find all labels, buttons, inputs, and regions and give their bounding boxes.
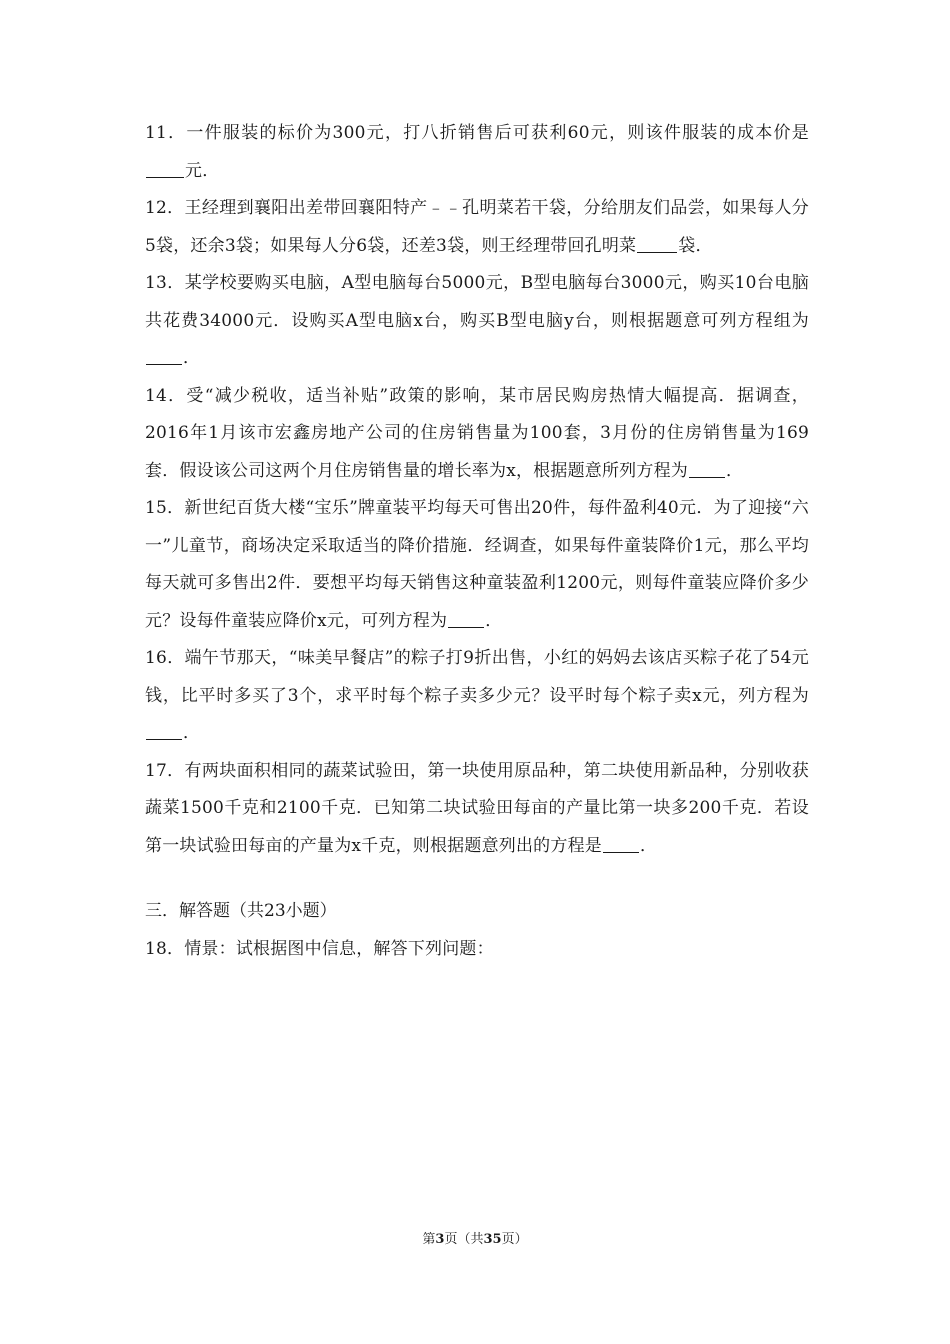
section-gap bbox=[145, 865, 809, 893]
problem-14 bbox=[145, 378, 809, 491]
problem-text-end: 元． bbox=[185, 160, 220, 181]
problem-text-end: ． bbox=[726, 460, 744, 481]
problem-text-end: ． bbox=[485, 610, 503, 631]
answer-blank bbox=[448, 609, 484, 628]
answer-blank bbox=[637, 234, 677, 253]
footer-total-pages: 35 bbox=[483, 1232, 502, 1247]
footer-page-number: 3 bbox=[435, 1232, 445, 1247]
problem-text: 13．某学校要购买电脑，A型电脑每台5000元，B型电脑每台3000元，购买10台电脑共花费34000元．设购买A型电脑x台，购买B型电脑y台，则根据题意可列方程组为 bbox=[145, 273, 809, 331]
problem-11 bbox=[145, 115, 809, 190]
problem-13 bbox=[145, 265, 809, 378]
problem-text: 11．一件服装的标价为300元，打八折销售后可获利60元，则该件服装的成本价是 bbox=[145, 123, 809, 143]
problem-text: 15．新世纪百货大楼“宝乐”牌童装平均每天可售出20件，每件盈利40元．为了迎接“六一”儿童节，商场决定采取适当的降价措施．经调查，如果每件童装降价1元，那么平均每天就可多售出2件．要想平均每天销售这种童装盈利1200元，则每件童装应降价多少元？设每件童装应降价x元，可列方程为 bbox=[145, 498, 809, 631]
footer-suffix: 页） bbox=[501, 1232, 528, 1247]
problem-text-end: 袋． bbox=[678, 235, 713, 256]
footer-mid: 页（共 bbox=[444, 1232, 484, 1247]
page-footer bbox=[0, 1228, 950, 1247]
problem-text: 12．王经理到襄阳出差带回襄阳特产﹣﹣孔明菜若干袋，分给朋友们品尝，如果每人分5袋，还余3袋；如果每人分6袋，还差3袋，则王经理带回孔明菜 bbox=[145, 198, 809, 256]
section-heading: 三．解答题（共23小题） bbox=[145, 901, 337, 921]
problem-text-end: ． bbox=[183, 723, 201, 743]
problem-text-end: ． bbox=[640, 835, 658, 856]
footer-prefix: 第 bbox=[422, 1232, 436, 1247]
problem-text: 16．端午节那天，“味美早餐店”的粽子打9折出售，小红的妈妈去该店买粽子花了54元钱，比平时多买了3个，求平时每个粽子卖多少元？设平时每个粽子卖x元，列方程为 bbox=[145, 648, 809, 706]
answer-blank bbox=[146, 346, 182, 365]
problem-18: 18．情景：试根据图中信息，解答下列问题： bbox=[145, 938, 494, 959]
problem-17 bbox=[145, 753, 809, 866]
answer-blank bbox=[146, 721, 182, 740]
answer-blank bbox=[689, 459, 725, 478]
problem-text: 17．有两块面积相同的蔬菜试验田，第一块使用原品种，第二块使用新品种，分别收获蔬菜1500千克和2100千克．已知第二块试验田每亩的产量比第一块多200千克．若设第一块试验田每亩的产量为x千克，则根据题意列出的方程是 bbox=[145, 760, 809, 856]
problem-12 bbox=[145, 190, 809, 265]
problem-text: 14．受“减少税收，适当补贴”政策的影响，某市居民购房热情大幅提高．据调查，2016年1月该市宏鑫房地产公司的住房销售量为100套，3月份的住房销售量为169套．假设该公司这两个月住房销售量的增长率为x，根据题意所列方程为 bbox=[145, 385, 809, 481]
answer-blank bbox=[146, 159, 184, 178]
problem-16 bbox=[145, 640, 809, 753]
answer-blank bbox=[603, 834, 639, 853]
page-content bbox=[145, 115, 809, 968]
problem-15 bbox=[145, 490, 809, 640]
problem-text-end: ． bbox=[183, 348, 201, 368]
